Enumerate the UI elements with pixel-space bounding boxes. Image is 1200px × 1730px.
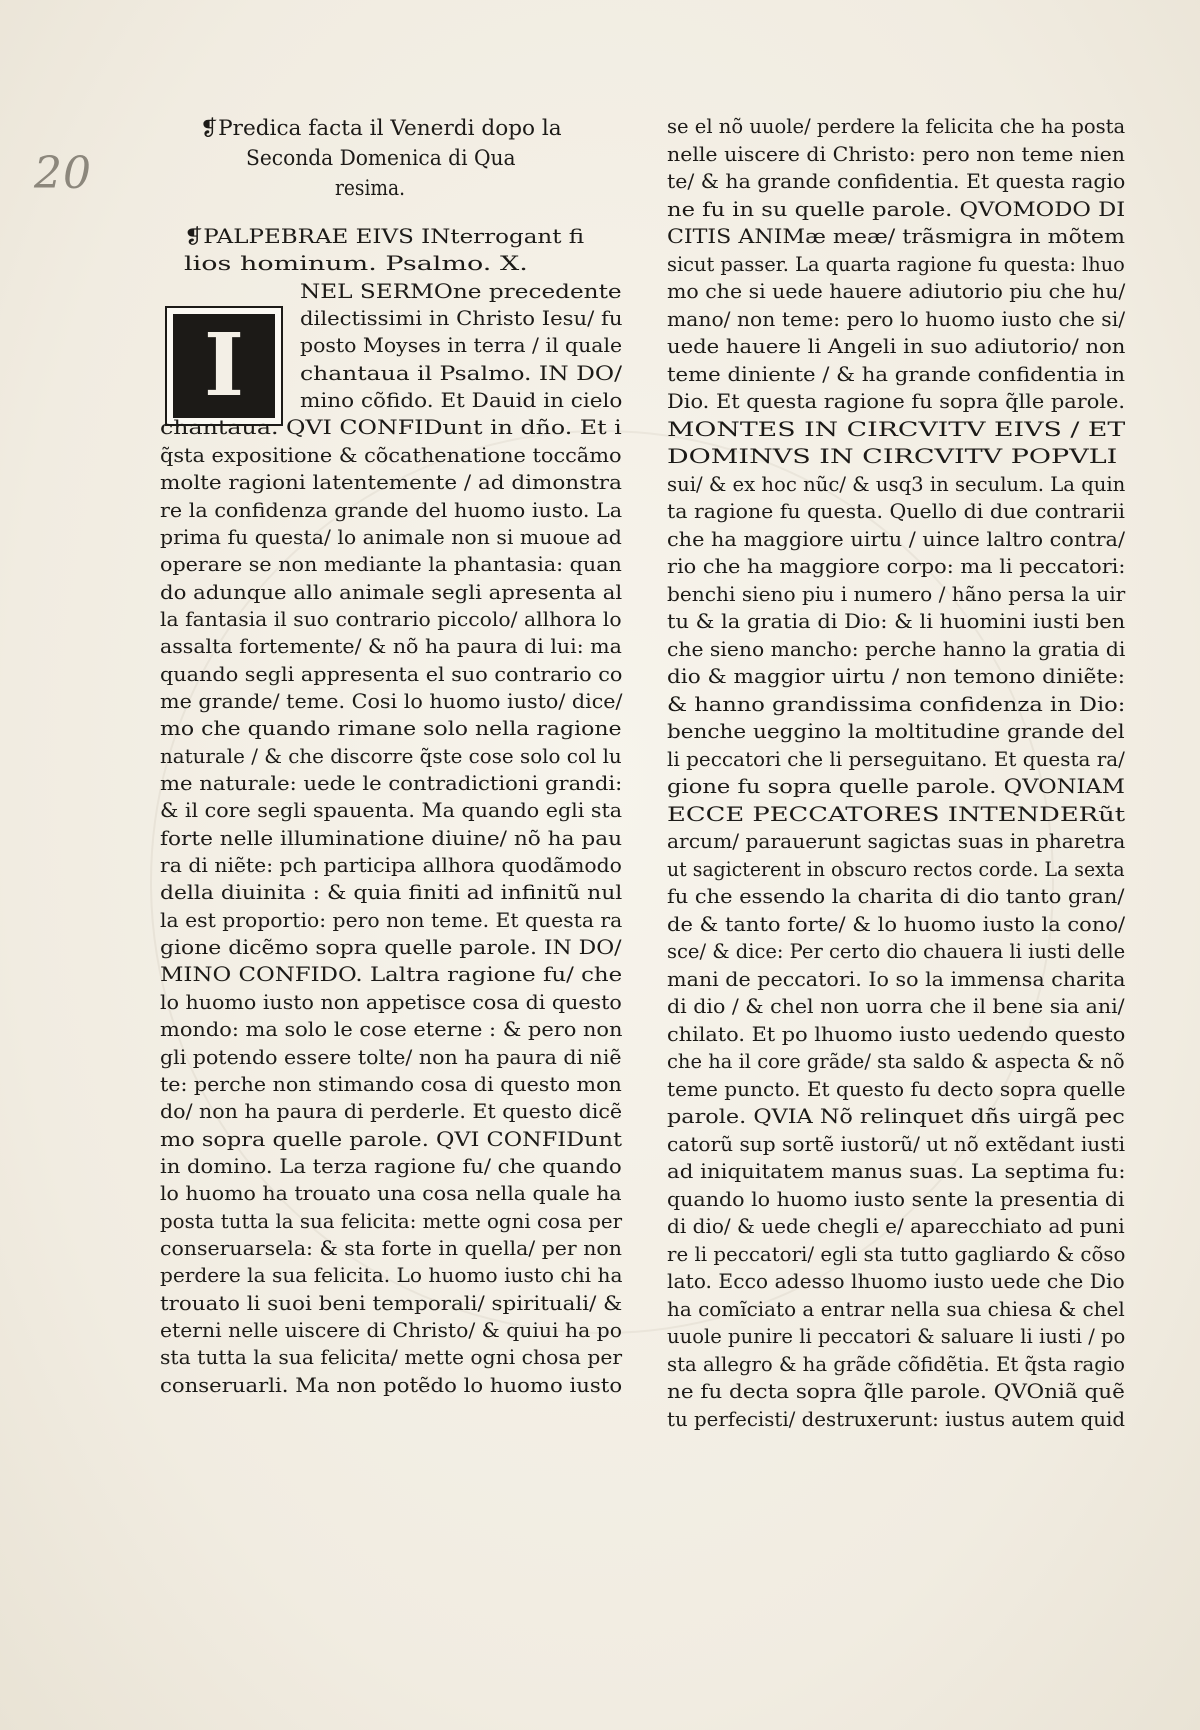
text-line: teme puncto. Et questo fu decto sopra quelle <box>667 1076 1126 1101</box>
text-line: della diuinita : & quia finiti ad infinitũ nul <box>160 880 623 905</box>
text-line: gione dicẽmo sopra quelle parole. IN DO/ <box>160 935 622 960</box>
decorated-initial <box>165 306 283 426</box>
text-line: re la confidenza grande del huomo iusto. La <box>160 497 623 522</box>
text-line: te/ & ha grande confidentia. Et questa ragio <box>667 169 1126 193</box>
text-line: ❡Predica facta il Venerdi dopo la <box>200 116 562 140</box>
text-line: arcum/ parauerunt sagictas suas in pharetra <box>667 829 1126 853</box>
text-line: lios hominum. Psalmo. X. <box>184 251 528 276</box>
text-line: nelle uiscere di Christo: pero non teme nien <box>667 141 1125 166</box>
text-line: che ha il core grãde/ sta saldo & aspecta & nõ <box>667 1049 1125 1073</box>
text-line: che sieno mancho: perche hanno la gratia di <box>667 636 1126 661</box>
text-line: se el nõ uuole/ perdere la felicita che ha posta <box>667 114 1126 138</box>
text-line: Dio. Et questa ragione fu sopra q̃lle parole. <box>667 389 1126 413</box>
text-line: uede hauere li Angeli in suo adiutorio/ non <box>667 334 1126 358</box>
text-line: naturale / & che discorre q̃ste cose solo col lu <box>160 743 622 768</box>
text-line: mo che quando rimane solo nella ragione <box>160 716 622 741</box>
text-line: mo che si uede hauere adiutorio piu che hu/ <box>667 279 1126 303</box>
text-line: sui/ & ex hoc nũc/ & usq3 in seculum. La quin <box>667 471 1126 496</box>
text-line: ut sagicterent in obscuro rectos corde. La sexta <box>667 856 1125 881</box>
text-line: q̃sta expositione & cõcathenatione toccãmo <box>160 442 622 467</box>
text-line: trouato li suoi beni temporali/ spirituali/ & <box>160 1290 623 1315</box>
initial-letter: I <box>203 315 245 416</box>
text-line: & il core segli spauenta. Ma quando egli sta <box>160 798 623 823</box>
initial-woodcut <box>173 314 275 418</box>
text-line: mani de peccatori. Io so la immensa charita <box>667 966 1126 991</box>
text-line: ne fu in su quelle parole. QVOMODO DI <box>667 196 1126 221</box>
text-line: lato. Ecco adesso lhuomo iusto uede che Dio <box>667 1269 1125 1293</box>
text-line: conseruarsela: & sta forte in quella/ per non <box>160 1235 622 1260</box>
text-line: perdere la sua felicita. Lo huomo iusto chi ha <box>160 1263 623 1288</box>
text-line: la fantasia il suo contrario piccolo/ allhora lo <box>160 606 622 631</box>
folio-number: 20 <box>34 148 92 199</box>
text-line: dio & maggior uirtu / non temono diniẽte: <box>667 664 1126 688</box>
text-line: ECCE PECCATORES INTENDERũt <box>667 801 1126 826</box>
text-line: sce/ & dice: Per certo dio chauera li iusti delle <box>667 939 1126 963</box>
text-line: quando segli appresenta el suo contrario co <box>160 661 623 686</box>
text-line: dilectissimi in Christo Iesu/ fu <box>300 306 623 331</box>
text-line: di dio / & chel non uorra che il bene sia ani/ <box>667 994 1125 1018</box>
text-line: posta tutta la sua felicita: mette ogni cosa per <box>160 1208 623 1233</box>
text-line: posto Moyses in terra / il quale <box>300 333 623 358</box>
text-line: Seconda Domenica di Qua <box>246 146 516 170</box>
text-line: NEL SERMOne precedente <box>300 278 622 303</box>
text-line: chantaua. QVI CONFIDunt in dño. Et i <box>160 415 622 440</box>
text-line: CITIS ANIMæ meæ/ trãsmigra in mõtem <box>667 224 1125 248</box>
text-line: fu che essendo la charita di dio tanto gran/ <box>667 884 1125 908</box>
text-line: uuole punire li peccatori & saluare li iusti / po <box>667 1324 1126 1348</box>
text-line: parole. QVIA Nõ relinquet dñs uirgã pec <box>667 1104 1125 1128</box>
text-line: ra di niẽte: pch participa allhora quodãmodo <box>160 853 622 878</box>
text-line: ne fu decta sopra q̃lle parole. QVOniã quẽ <box>667 1379 1125 1403</box>
text-line: DOMINVS IN CIRCVITV POPVLI <box>667 444 1118 468</box>
text-line: re li peccatori/ egli sta tutto gagliardo & cõso <box>667 1241 1126 1266</box>
text-line: catorũ sup sortẽ iustorũ/ ut nõ extẽdant iusti <box>667 1131 1126 1156</box>
text-line: conseruarli. Ma non potẽdo lo huomo iusto <box>160 1372 623 1397</box>
text-line: che ha maggiore uirtu / uince laltro contra/ <box>667 526 1125 551</box>
text-line: teme diniente / & ha grande confidentia in <box>667 361 1126 386</box>
text-line: prima fu questa/ lo animale non si muoue ad <box>160 524 622 549</box>
text-line: operare se non mediante la phantasia: quan <box>160 552 622 577</box>
text-line: MINO CONFIDO. Laltra ragione fu/ che <box>160 962 623 987</box>
text-line: mo sopra quelle parole. QVI CONFIDunt <box>160 1126 623 1151</box>
text-line: mano/ non teme: pero lo huomo iusto che si/ <box>667 306 1126 331</box>
text-line: ha comĩciato a entrar nella sua chiesa & chel <box>667 1296 1125 1321</box>
text-line: do adunque allo animale segli apresenta al <box>160 579 623 604</box>
text-line: assalta fortemente/ & nõ ha paura di lui: ma <box>160 634 622 659</box>
text-line: la est proportio: pero non teme. Et questa ra <box>160 907 623 932</box>
text-line: di dio/ & uede chegli e/ aparecchiato ad puni <box>667 1214 1125 1238</box>
text-line: ad iniquitatem manus suas. La septima fu: <box>667 1159 1126 1183</box>
text-line: & hanno grandissima confidenza in Dio: <box>667 691 1126 716</box>
text-line: sicut passer. La quarta ragione fu questa: lhuo <box>667 251 1125 276</box>
text-line: chantaua il Psalmo. IN DO/ <box>300 360 622 385</box>
text-line: mino cõfido. Et Dauid in cielo <box>300 388 623 413</box>
text-line: eterni nelle uiscere di Christo/ & quiui ha po <box>160 1318 622 1342</box>
text-line: me grande/ teme. Cosi lo huomo iusto/ dice/ <box>160 688 623 713</box>
text-line: molte ragioni latentemente / ad dimonstra <box>160 470 622 495</box>
text-line: gione fu sopra quelle parole. QVONIAM <box>667 774 1125 798</box>
text-line: quando lo huomo iusto sente la presentia di <box>667 1186 1125 1211</box>
text-line: de & tanto forte/ & lo huomo iusto la cono/ <box>667 911 1126 936</box>
text-line: sta allegro & ha grãde cõfidẽtia. Et q̃sta ragio <box>667 1351 1125 1376</box>
text-line: lo huomo iusto non appetisce cosa di questo <box>160 989 622 1014</box>
text-line: benche ueggino la moltitudine grande del <box>667 719 1125 743</box>
text-line: tu & la gratia di Dio: & li huomini iusti ben <box>667 609 1126 633</box>
text-line: forte nelle illuminatione diuine/ nõ ha pau <box>160 825 623 850</box>
text-line: li peccatori che li perseguitano. Et questa ra/ <box>667 746 1125 771</box>
text-line: sta tutta la sua felicita/ mette ogni chosa per <box>160 1345 623 1370</box>
text-line: ta ragione fu questa. Quello di due contrarii <box>667 499 1125 523</box>
text-line: lo huomo ha trouato una cosa nella quale ha <box>160 1181 622 1206</box>
text-line: do/ non ha paura di perderle. Et questo dicẽ <box>160 1099 623 1124</box>
text-line: benchi sieno piu i numero / hãno persa la uir <box>667 581 1126 606</box>
text-line: rio che ha maggiore corpo: ma li peccatori: <box>667 554 1126 578</box>
text-line: me naturale: uede le contradictioni grandi: <box>160 771 623 795</box>
text-line: ❡PALPEBRAE EIVS INterrogant fi <box>184 224 585 248</box>
text-line: MONTES IN CIRCVITV EIVS / ET <box>667 416 1126 441</box>
text-line: in domino. La terza ragione fu/ che quando <box>160 1153 622 1178</box>
text-line: gli potendo essere tolte/ non ha paura di niẽ <box>160 1044 622 1069</box>
text-line: te: perche non stimando cosa di questo mon <box>160 1071 622 1096</box>
text-line: chilato. Et po lhuomo iusto uedendo questo <box>667 1021 1126 1046</box>
text-line: resima. <box>335 176 406 200</box>
text-line: mondo: ma solo le cose eterne : & pero non <box>160 1017 623 1042</box>
text-line: tu perfecisti/ destruxerunt: iustus autem quid <box>667 1406 1126 1431</box>
